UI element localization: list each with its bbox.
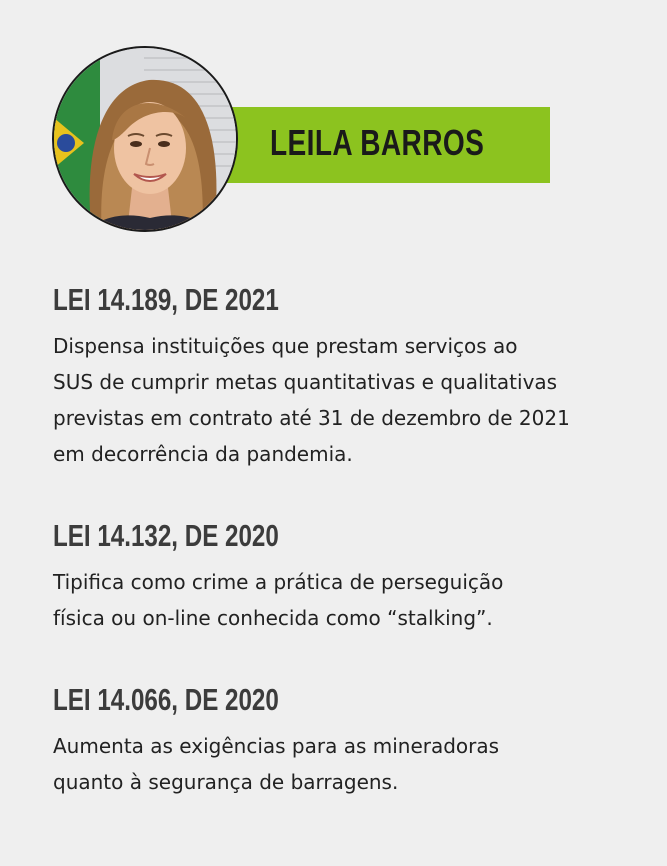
portrait-photo xyxy=(52,46,238,232)
law-item xyxy=(53,516,633,636)
law-item xyxy=(53,680,633,800)
law-description: Dispensa instituições que prestam serviços ao SUS de cumprir metas quantitativas e qualitativas previstas em contrato até 31 de dezembro de 2021 em decorrência da pandemia. xyxy=(53,334,570,466)
law-item xyxy=(53,280,633,472)
law-title: LEI 14.132, DE 2020 xyxy=(53,518,279,553)
law-title: LEI 14.189, DE 2021 xyxy=(53,282,279,317)
law-description: Aumenta as exigências para as mineradoras quanto à segurança de barragens. xyxy=(53,734,500,794)
person-name: LEILA BARROS xyxy=(270,122,485,163)
law-title: LEI 14.066, DE 2020 xyxy=(53,682,279,717)
law-description: Tipifica como crime a prática de perseguição física ou on-line conhecida como “stalking”. xyxy=(53,570,504,630)
